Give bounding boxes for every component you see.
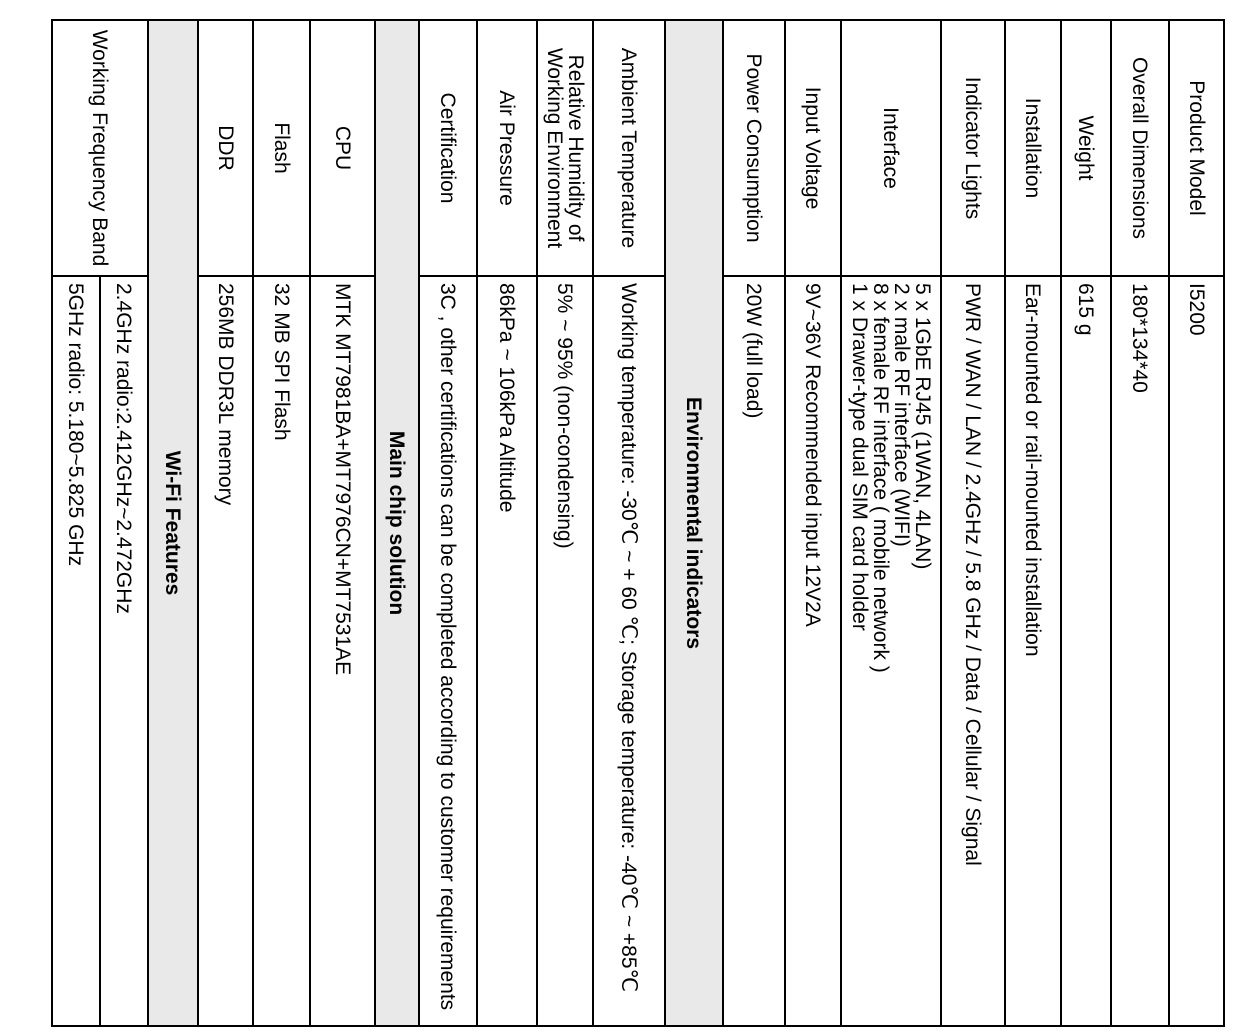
label-installation: Installation: [1005, 20, 1061, 276]
interface-line: 1 x Drawer-type dual SIM card holder: [848, 283, 871, 631]
value-certification: 3C , other certifications can be completed according to customer requirements: [419, 276, 477, 1026]
spec-sheet: [13, 19, 1225, 1027]
label-product-model: Product Model: [1169, 20, 1224, 276]
interface-line: 2 x male RF interface (WIFI): [890, 283, 913, 547]
table-row: [537, 20, 593, 1026]
table-row: [253, 20, 310, 1026]
value-weight: 615 g: [1061, 276, 1111, 1026]
table-row: [100, 20, 148, 1026]
value-cpu: MTK MT7981BA+MT7976CN+MT7531AE: [310, 276, 375, 1026]
value-indicator-lights: PWR / WAN / LAN / 2.4GHz / 5.8 GHz / Data / Cellular / Signal: [941, 276, 1005, 1026]
label-air-pressure: Air Pressure: [477, 20, 537, 276]
label-overall-dimensions: Overall Dimensions: [1111, 20, 1169, 276]
table-row: [310, 20, 375, 1026]
label-indicator-lights: Indicator Lights: [941, 20, 1005, 276]
interface-line: 5 x 1GbE RJ45 (1WAN, 4LAN): [911, 283, 934, 570]
label-power-consumption: Power Consumption: [723, 20, 785, 276]
label-relative-humidity: Relative Humidity of Working Environment: [537, 20, 593, 276]
label-input-voltage: Input Voltage: [785, 20, 841, 276]
table-row: [1169, 20, 1224, 1026]
value-air-pressure: 86kPa ~ 106kPa Altitude: [477, 276, 537, 1026]
table-row: [1061, 20, 1111, 1026]
table-row: [198, 20, 253, 1026]
label-interface: Interface: [841, 20, 941, 276]
spec-table: [51, 19, 1225, 1027]
section-heading-main-chip: Main chip solution: [375, 20, 419, 1026]
label-ddr: DDR: [198, 20, 253, 276]
section-heading-wifi: Wi-Fi Features: [148, 20, 198, 1026]
value-power-consumption: 20W (full load): [723, 276, 785, 1026]
value-band-2-4ghz: 2.4GHz radio:2.412GHz~2.472GHz: [100, 276, 148, 1026]
value-installation: Ear-mounted or rail-mounted installation: [1005, 276, 1061, 1026]
label-working-frequency-band: Working Frequency Band: [52, 20, 148, 276]
value-product-model: I5200: [1169, 276, 1224, 1026]
value-ambient-temperature: Working temperature: -30℃ ~ + 60 ℃; Storage temperature: -40℃ ~ +85℃: [593, 276, 665, 1026]
label-cpu: CPU: [310, 20, 375, 276]
table-row: [1111, 20, 1169, 1026]
label-certification: Certification: [419, 20, 477, 276]
value-flash: 32 MB SPI Flash: [253, 276, 310, 1026]
table-row: [941, 20, 1005, 1026]
section-row: [665, 20, 723, 1026]
section-row: [375, 20, 419, 1026]
table-row: [477, 20, 537, 1026]
table-row: [593, 20, 665, 1026]
value-overall-dimensions: 180*134*40: [1111, 276, 1169, 1026]
value-relative-humidity: 5% ~ 95% (non-condensing): [537, 276, 593, 1026]
table-row: [723, 20, 785, 1026]
label-ambient-temperature: Ambient Temperature: [593, 20, 665, 276]
value-ddr: 256MB DDR3L memory: [198, 276, 253, 1026]
label-weight: Weight: [1061, 20, 1111, 276]
value-band-5ghz: 5GHz radio: 5.180~5.825 GHz: [52, 276, 100, 1026]
label-flash: Flash: [253, 20, 310, 276]
section-row: [148, 20, 198, 1026]
section-heading-environmental: Environmental indicators: [665, 20, 723, 1026]
table-row: [841, 20, 941, 1026]
interface-line: 8 x female RF interface ( mobile network ): [869, 283, 892, 673]
value-input-voltage: 9V~36V Recommended input 12V2A: [785, 276, 841, 1026]
table-row: [1005, 20, 1061, 1026]
table-row: [419, 20, 477, 1026]
value-interface: [841, 276, 941, 1026]
table-row: [785, 20, 841, 1026]
